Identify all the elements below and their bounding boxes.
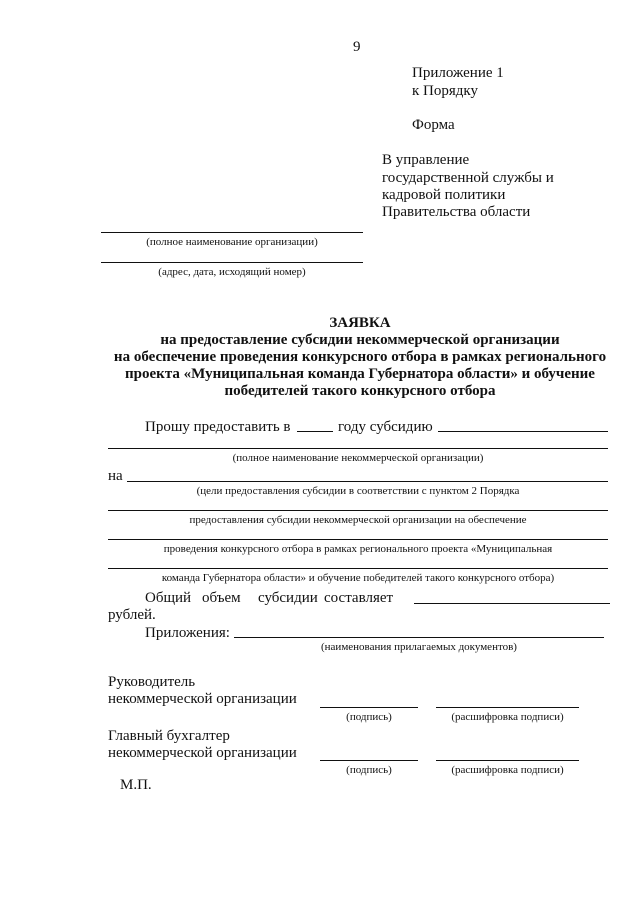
total-word-3: субсидии [258, 590, 318, 606]
purpose-line-2[interactable] [108, 510, 608, 511]
total-word-2: объем [202, 590, 241, 606]
form-label: Форма [412, 117, 455, 133]
nko-name-caption: (полное наименование некоммерческой организации) [232, 452, 484, 464]
head-signature-caption: (подпись) [346, 711, 392, 723]
purpose-line-1[interactable] [127, 481, 608, 482]
accountant-signature-caption: (подпись) [346, 764, 392, 776]
addressee-line-4: Правительства области [382, 204, 531, 220]
accountant-signature-field[interactable] [320, 760, 418, 761]
appendix-reference: к Порядку [412, 83, 478, 99]
request-text-part2: году субсидию [338, 419, 433, 435]
heading-line-2: на обеспечение проведения конкурсного отбора в рамках регионального [113, 349, 607, 365]
addressee-line-3: кадровой политики [382, 187, 506, 203]
purpose-line-3[interactable] [108, 539, 608, 540]
accountant-title-line-1: Главный бухгалтер [108, 728, 230, 744]
org-name-caption: (полное наименование организации) [146, 236, 318, 248]
request-text-part1: Прошу предоставить в [145, 419, 291, 435]
attachments-caption: (наименования прилагаемых документов) [321, 641, 517, 653]
rubles-label: рублей. [108, 607, 156, 623]
heading-line-3: проекта «Муниципальная команда Губернатора области» и обучение [125, 366, 595, 382]
org-name-line[interactable] [101, 232, 363, 233]
org-address-caption: (адрес, дата, исходящий номер) [158, 266, 306, 278]
heading-line-1: на предоставление субсидии некоммерческой организации [160, 332, 560, 348]
head-decoding-field[interactable] [436, 707, 579, 708]
purpose-caption-4: команда Губернатора области» и обучение победителей такого конкурсного отбора) [161, 572, 555, 584]
purpose-caption-1: (цели предоставления субсидии в соответствии с пунктом 2 Порядка [196, 485, 520, 497]
addressee-line-2: государственной службы и [382, 170, 554, 186]
org-address-line[interactable] [101, 262, 363, 263]
head-title-line-1: Руководитель [108, 674, 196, 690]
head-signature-field[interactable] [320, 707, 418, 708]
total-amount-field[interactable] [414, 603, 610, 604]
purpose-caption-2: предоставления субсидии некоммерческой организации на обеспечение [189, 514, 527, 526]
appendix-label: Приложение 1 [412, 65, 504, 81]
accountant-decoding-field[interactable] [436, 760, 579, 761]
head-title-line-2: некоммерческой организации [108, 691, 297, 707]
year-field[interactable] [297, 431, 333, 432]
na-label: на [108, 468, 123, 484]
attachments-field[interactable] [234, 637, 604, 638]
purpose-caption-3: проведения конкурсного отбора в рамках регионального проекта «Муниципальная [163, 543, 553, 555]
head-decoding-caption: (расшифровка подписи) [451, 711, 564, 723]
accountant-title-line-2: некоммерческой организации [108, 745, 297, 761]
total-word-4: составляет [324, 590, 394, 606]
subsidy-field[interactable] [438, 431, 608, 432]
seal-placeholder: М.П. [120, 777, 152, 793]
page-number: 9 [353, 39, 361, 55]
heading-line-4: победителей такого конкурсного отбора [224, 383, 496, 399]
addressee-line-1: В управление [382, 152, 470, 168]
nko-name-line[interactable] [108, 448, 608, 449]
attachments-label: Приложения: [145, 625, 230, 641]
accountant-decoding-caption: (расшифровка подписи) [451, 764, 564, 776]
total-word-1: Общий [145, 590, 192, 606]
purpose-line-4[interactable] [108, 568, 608, 569]
document-title: ЗАЯВКА [329, 315, 391, 331]
